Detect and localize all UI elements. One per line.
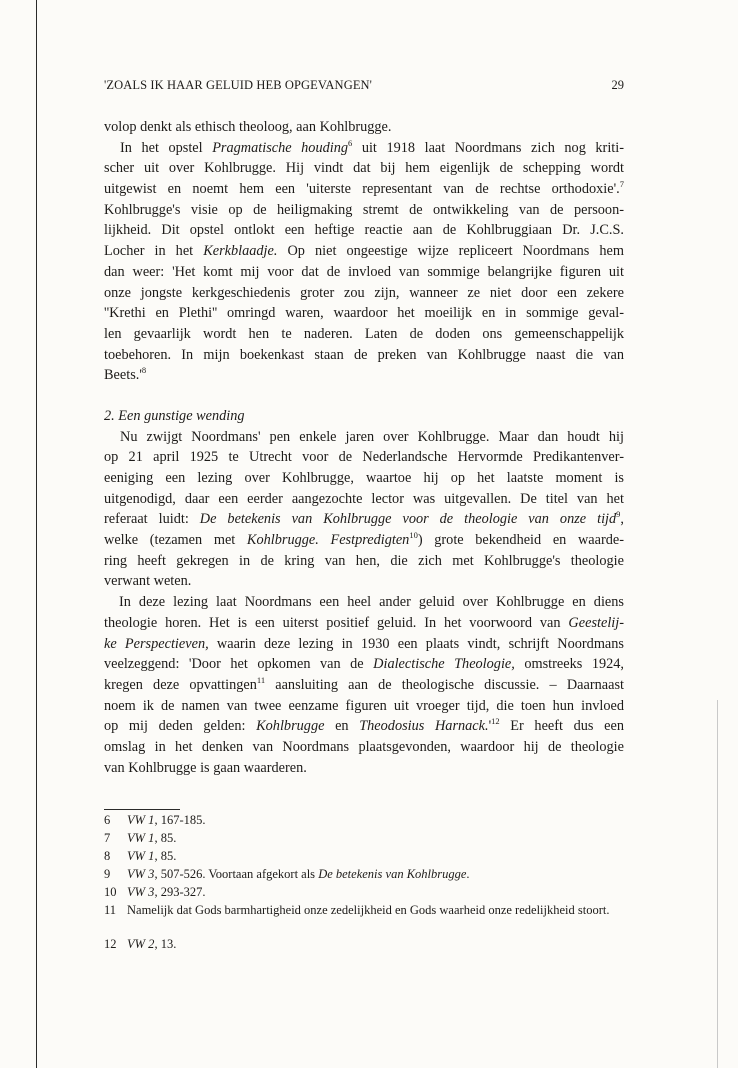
paragraph-line: welke (tezamen met Kohlbrugge. Festpredigten$^{10}$) grote bekendheid en waarde- bbox=[104, 530, 625, 549]
footnote-text: VW 1, 167-185. bbox=[127, 813, 206, 827]
paragraph-line: uitgenodigd, daar een eerder aangezochte lector was uitgevallen. De titel van het bbox=[104, 490, 624, 507]
footnote-text: VW 3, 507-526. Voortaan afgekort als De betekenis van Kohlbrugge. bbox=[127, 867, 470, 881]
paragraph-line: op 21 april 1925 te Utrecht voor de Nederlandsche Hervormde Predikantenver- bbox=[104, 449, 624, 466]
footnote-number: 11 bbox=[104, 903, 117, 917]
footnote-ref: 11 bbox=[256, 674, 266, 685]
section-heading: 2. Een gunstige wending bbox=[104, 407, 245, 424]
paragraph-line: noem ik de namen van twee eenzame figuren uit vroeger tijd, die toen hun invloed bbox=[104, 697, 624, 714]
paragraph-line: Nu zwijgt Noordmans' pen enkele jaren over Kohlbrugge. Maar dan houdt hij bbox=[120, 428, 624, 445]
footnote bbox=[104, 849, 624, 867]
paragraph-line: omslag in het denken van Noordmans plaatsgevonden, waardoor hij de theologie bbox=[104, 738, 624, 755]
paragraph-line: In deze lezing laat Noordmans een heel ander geluid over Kohlbrugge en diens bbox=[119, 594, 624, 611]
paragraph-line: lijkheid. Dit opstel ontlokt een heftige reactie aan de Kohlbruggiaan Dr. J.C.S. bbox=[104, 222, 624, 239]
footnote-number: 6 bbox=[104, 813, 111, 827]
work-title: Dialectische Theologie, bbox=[373, 656, 515, 673]
paragraph-line: onze jongste kerkgeschiedenis groter zou zijn, wanneer ze niet door een zekere bbox=[104, 284, 624, 301]
work-title: Kohlbrugge. Festpredigten bbox=[246, 532, 410, 549]
footnote-text: VW 1, 85. bbox=[127, 849, 177, 863]
footnote-divider bbox=[104, 809, 180, 810]
paragraph-line: toebehoren. In mijn boekenkast staan de preken van Kohlbrugge naast die van bbox=[104, 346, 624, 363]
footnote-ref: 9 bbox=[616, 509, 621, 520]
footnote-text: VW 2, 13. bbox=[127, 937, 177, 951]
footnote-number: 12 bbox=[104, 937, 117, 951]
footnote-number: 9 bbox=[104, 867, 111, 881]
person-name: Kohlbrugge bbox=[256, 718, 325, 735]
paragraph-line: ring heeft gekregen in de kring van hen, die zich met Kohlbrugge's theologie bbox=[104, 552, 624, 569]
page-number: 29 bbox=[611, 78, 624, 92]
footnote bbox=[104, 903, 624, 937]
footnote-text: Namelijk dat Gods barmhartigheid onze zedelijkheid en Gods waarheid onze redelijkheid stoort. bbox=[127, 903, 610, 917]
footnotes bbox=[104, 813, 624, 955]
footnote-ref: 6 bbox=[348, 137, 353, 148]
work-title: Geestelij- bbox=[568, 614, 624, 631]
page-edge-right bbox=[717, 700, 718, 1068]
footnote-text: VW 3, 293-327. bbox=[127, 885, 206, 899]
paragraph-line: verwant weten. bbox=[104, 573, 192, 590]
work-title: De betekenis van Kohlbrugge voor de theologie van onze tijd bbox=[199, 511, 617, 528]
work-title: Kerkblaadje. bbox=[203, 243, 278, 260]
paragraph-line: op mij deden gelden: Kohlbrugge en Theodosius $Harnack.'^{12}$ Er heeft dus een bbox=[104, 716, 624, 735]
footnote bbox=[104, 813, 624, 831]
footnote bbox=[104, 867, 624, 885]
paragraph-line: eeniging een lezing over Kohlbrugge, waartoe hij op het laatste moment is bbox=[104, 470, 624, 486]
work-title: Pragmatische houding bbox=[212, 139, 349, 156]
paragraph-line: referaat luidt: De betekenis van Kohlbrugge voor de theologie van onze tijd$^9$, bbox=[104, 509, 624, 528]
paragraph-line: kregen deze opvattingen$^{11}$ aansluiting aan de theologische discussie. – Daarnaast bbox=[104, 674, 624, 693]
footnote-number: 8 bbox=[104, 849, 111, 863]
running-head bbox=[104, 78, 624, 98]
body-text bbox=[104, 117, 624, 778]
person-name: Theodosius Harnack. bbox=[359, 718, 489, 735]
footnote bbox=[104, 885, 624, 903]
paragraph-line: veelzeggend: 'Door het opkomen van de Dialectische Theologie, omstreeks 1924, bbox=[104, 656, 624, 673]
paragraph-line: uitgewist en noemt hem een 'uiterste representant van de rechtse orthodoxie'.$^7$ bbox=[104, 179, 624, 198]
paragraph-line: dan weer: 'Het komt mij voor dat de invloed van sommige belangrijke figuren uit bbox=[104, 263, 624, 280]
footnote bbox=[104, 937, 624, 955]
page-binding-edge bbox=[36, 0, 37, 1068]
work-title: ke Perspectieven, bbox=[104, 635, 209, 652]
paragraph-line: scher uit over Kohlbrugge. Hij vindt dat bij hem eigenlijk de schepping wordt bbox=[104, 160, 624, 177]
paragraph-line: ke Perspectieven, waarin deze lezing in 1930 een plaats vindt, schrijft Noordmans bbox=[104, 635, 624, 652]
footnote-ref: 8 bbox=[141, 365, 147, 376]
footnote-number: 7 bbox=[104, 831, 111, 845]
paragraph-line: Locher in het Kerkblaadje. Op niet ongeestige wijze repliceert Noordmans hem bbox=[104, 243, 624, 260]
footnote-ref: 12 bbox=[491, 716, 500, 727]
running-title: 'ZOALS IK HAAR GELUID HEB OPGEVANGEN' bbox=[104, 78, 373, 92]
paragraph-line: ''Krethi en Plethi'' omringd waren, waardoor het moeilijk en in sommige geval- bbox=[104, 305, 624, 322]
paragraph-line: In het opstel Pragmatische houding$^6$ uit 1918 laat Noordmans zich nog kriti- bbox=[120, 137, 624, 156]
paragraph-line: van Kohlbrugge is gaan waarderen. bbox=[104, 759, 307, 776]
paragraph-line: len gevaarlijk wordt hen te naderen. Laten de doden ons gemeenschappelijk bbox=[104, 325, 624, 342]
footnote-text: VW 1, 85. bbox=[127, 831, 177, 845]
paragraph-line: volop denkt als ethisch theoloog, aan Kohlbrugge. bbox=[104, 119, 392, 135]
paragraph-line: theologie horen. Het is een uiterst positief geluid. In het voorwoord van Geestelij- bbox=[104, 614, 624, 631]
footnote-ref: 7 bbox=[619, 179, 624, 190]
footnote bbox=[104, 831, 624, 849]
paragraph-line: $Beets.'^8$ bbox=[104, 365, 147, 384]
footnote-ref: 10 bbox=[409, 530, 418, 541]
footnote-number: 10 bbox=[104, 885, 117, 899]
paragraph-line: Kohlbrugge's visie op de heiligmaking stremt de ontwikkeling van de persoon- bbox=[104, 201, 624, 218]
